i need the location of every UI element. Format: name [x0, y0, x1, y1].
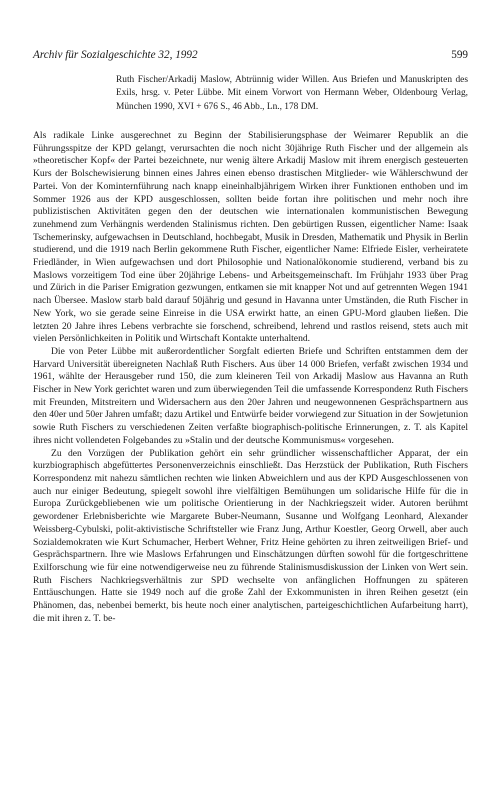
book-citation: Ruth Fischer/Arkadij Maslow, Abtrünnig wider Willen. Aus Briefen und Manuskripten des Exils, hrsg. v. Peter Lübbe. Mit einem Vorwort von Hermann Weber, Oldenbourg Verlag, München 1990, XVI + 676 S., 46 Abb., Ln., 178 DM.: [116, 75, 468, 112]
page-number: 599: [451, 49, 468, 61]
body-paragraph-1: Als radikale Linke ausgerechnet zu Beginn der Stabilisierungsphase der Weimarer Republik an die Führungsspitze der KPD gelangt, verursachten die noch nicht 30jährige Ruth Fischer und der allgemein als »theoretischer Kopf« der Partei bezeichnete, nur wenig ältere Arkadij Maslow mit ihrem energisch gesteuerten Kurs der Bolschewisierung binnen eines Jahres einen ebenso drastischen Mitglieder- wie Wählerschwund der Partei. Von der Kominternführung nach knapp eineinhalbjährigem Wirken ihrer Funktionen enthoben und im Sommer 1926 aus der KPD ausgeschlossen, sollten beide fortan ihre politischen und mehr noch ihre publizistischen Aktivitäten gegen den der deutschen wie internationalen kommunistischen Bewegung zunehmend zum Verhängnis werdenden Stalinismus richten. Den gebürtigen Russen, eigentlicher Name: Isaak Tschemerinsky, aufgewachsen in Deutschland, hochbegabt, Musik in Dresden, Mathematik und Physik in Berlin studierend, und die 1919 nach Berlin gekommene Ruth Fischer, eigentlicher Name: Elfriede Eisler, verheiratete Friedländer, in Wien aufgewachsen und dort Philosophie und Nationalökonomie studierend, verband bis zu Maslows vorzeitigem Tod eine über 20jährige Lebens- und Arbeitsgemeinschaft. Im Frühjahr 1933 über Prag und Zürich in die Pariser Emigration gezwungen, entkamen sie mit knapper Not und auf getrennten Wegen 1941 nach Übersee. Maslow starb bald darauf 50jährig und gesund in Havanna unter Umständen, die Ruth Fischer in New York, wo sie gerade seine Einreise in die USA erwirkt hatte, an einen GPU-Mord glauben ließen. Die letzten 20 Jahre ihres Lebens verbrachte sie forschend, schreibend, lehrend und rastlos reisend, stets auch mit vielen Persönlichkeiten in Politik und Wirtschaft Kontakte unterhaltend.: [33, 130, 468, 345]
review-body: [33, 130, 468, 625]
body-paragraph-2: Die von Peter Lübbe mit außerordentlicher Sorgfalt edierten Briefe und Schriften entstammen dem der Harvard Universität übereigneten Nachlaß Ruth Fischers. Aus über 14 000 Briefen, verfaßt zwischen 1934 und 1961, wählte der Herausgeber rund 150, die zum kleineren Teil von Arkadij Maslow aus Havanna an Ruth Fischer in New York gerichtet waren und zum überwiegenden Teil die umfassende Korrespondenz Ruth Fischers mit Freunden, Mitstreitern und Widersachern aus den 20er Jahren und neugewonnenen Gesprächspartnern aus den 40er und 50er Jahren umfaßt; dazu Artikel und Entwürfe beider vorwiegend zur Situation in der Sowjetunion sowie Ruth Fischers zu verschiedenen Zeiten verfaßte biographisch-politische Erinnerungen, z. T. als Kapitel ihres nicht vollendeten Folgebandes zu »Stalin und der deutsche Kommunismus« vorgesehen.: [33, 345, 468, 446]
journal-title: Archiv für Sozialgeschichte 32, 1992: [33, 49, 198, 61]
running-header: [33, 47, 468, 63]
body-paragraph-3: Zu den Vorzügen der Publikation gehört ein sehr gründlicher wissenschaftlicher Apparat, der ein kurzbiographisch abgefüttertes Personenverzeichnis einschließt. Das Herzstück der Publikation, Ruth Fischers Korrespondenz mit nahezu sämtlichen rechten wie linken Abweichlern und aus der KPD Ausgeschlossenen von auch nur einiger Bedeutung, spiegelt sowohl ihre vielfältigen Bemühungen um solidarische Hilfe für die in Europa Zurückgebliebenen wie um politische Orientierung in der Nachkriegszeit wider. Autoren berühmt gewordener Erlebnisberichte wie Margarete Buber-Neumann, Susanne und Wolfgang Leonhard, Alexander Weissberg-Cybulski, polit-aktivistische Schriftsteller wie Franz Jung, Arthur Koestler, Georg Orwell, aber auch Sozialdemokraten wie Kurt Schumacher, Herbert Wehner, Fritz Heine gehörten zu ihren zeitweiligen Brief- und Gesprächspartnern. Ihre wie Maslows Erfahrungen und Einschätzungen dürften sowohl für die fortgeschrittene Exilforschung wie für eine notwendigerweise neu zu führende Stalinismusdiskussion der Linken von Wert sein. Ruth Fischers Nachkriegsverhältnis zur SPD wechselte von anfänglichen Hoffnungen zu späteren Enttäuschungen. Hatte sie 1949 noch auf die große Zahl der Exkommunisten in ihren Reihen gesetzt (ein Phänomen, das, nebenbei bemerkt, bis heute noch einer analytischen, parteigeschichtlichen Aufarbeitung harrt), die mit ihren z. T. be-: [33, 447, 468, 624]
